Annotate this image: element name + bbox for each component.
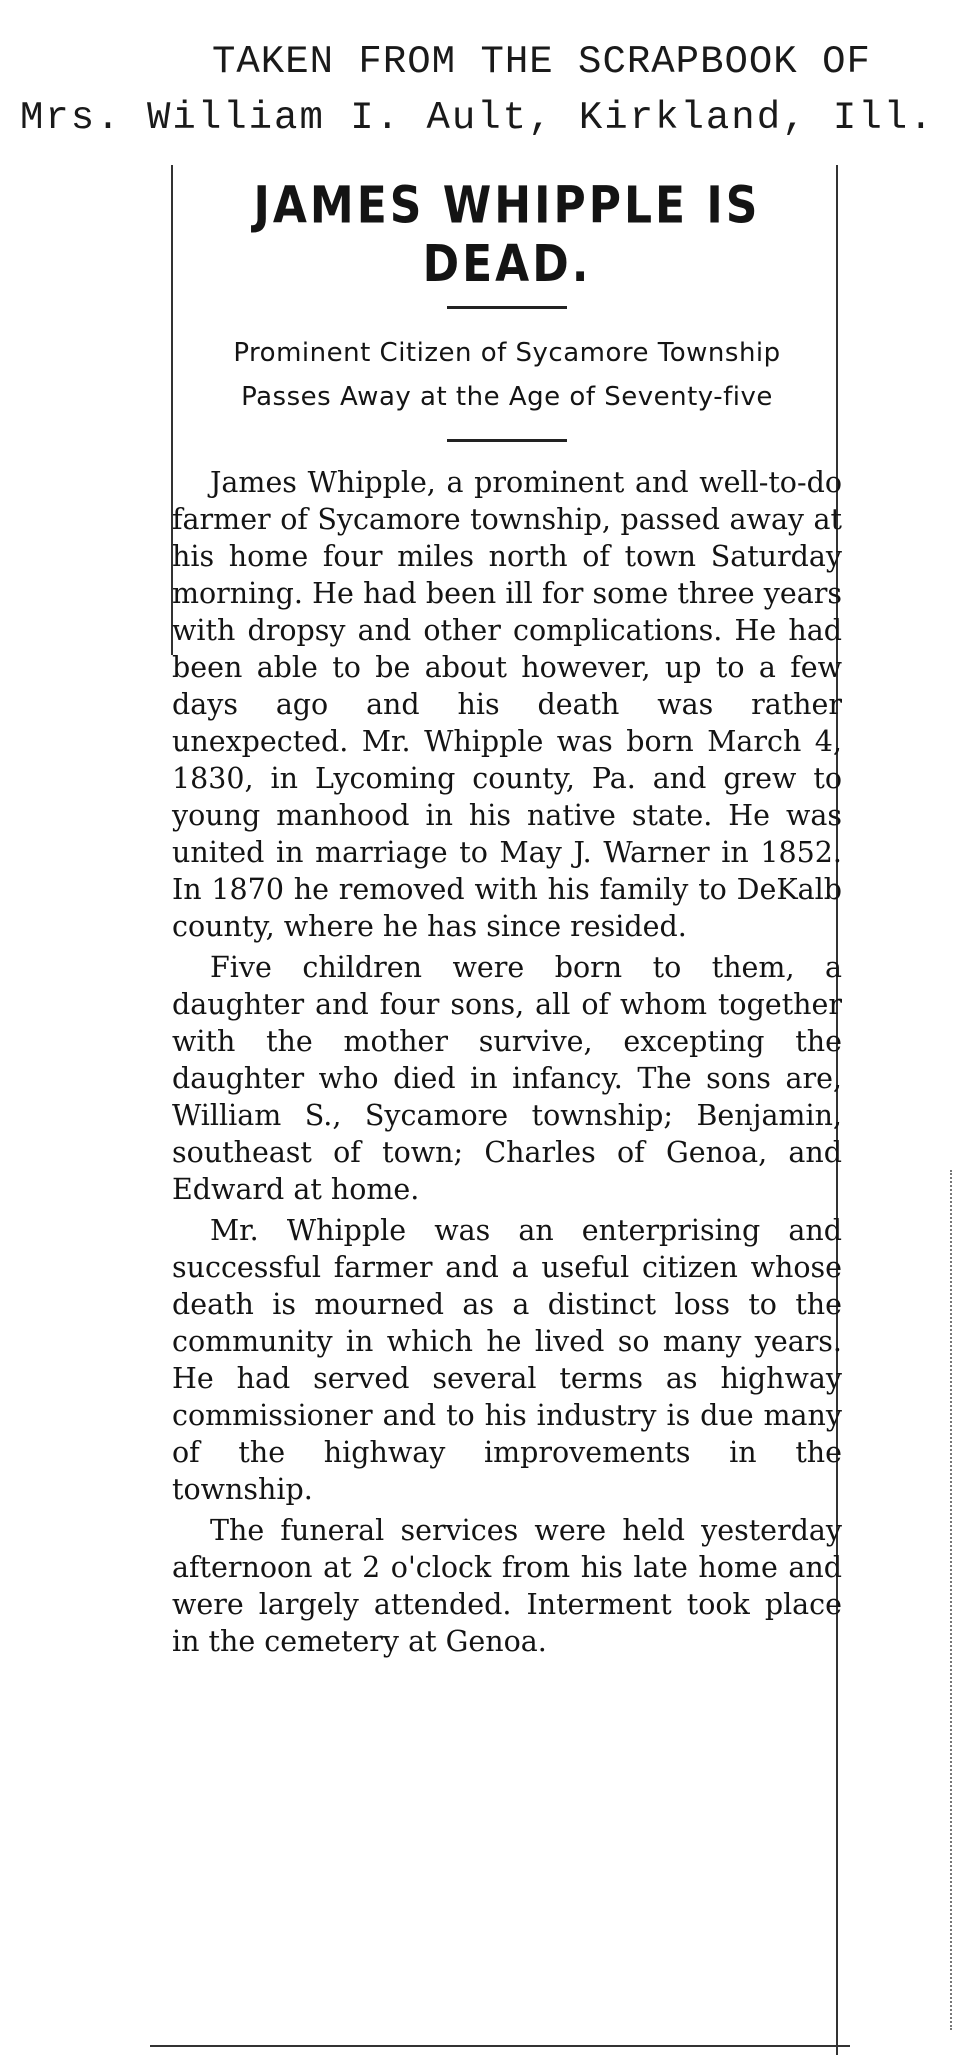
article-headline: JAMES WHIPPLE IS DEAD. <box>253 176 761 294</box>
clipping-bottom-border <box>150 2045 850 2047</box>
subhead-line-1: Prominent Citizen of Sycamore Township <box>233 338 781 368</box>
article-paragraph-4: The funeral services were held yesterday afternoon at 2 o'clock from his late home and were largely attended. Interment took place in the cemetery at Genoa. <box>172 1514 842 1658</box>
scrapbook-header <box>0 34 953 146</box>
headline-divider <box>447 306 567 309</box>
article-paragraph-2: Five children were born to them, a daughter and four sons, all of whom together with the mother survive, excepting the daughter who died in infancy. The sons are, William S., Sycamore township; Benjamin, southeast of town; Charles of Genoa, and Edward at home. <box>172 951 842 1206</box>
article-paragraph-1: James Whipple, a prominent and well-to-do farmer of Sycamore township, passed away at his home four miles north of town Saturday morning. He had been ill for some three years with dropsy and other complications. He had been able to be about however, up to a few days ago and his death was rather unexpected. Mr. Whipple was born March 4, 1830, in Lycoming county, Pa. and grew to young manhood in his native state. He was united in marriage to May J. Warner in 1852. In 1870 he removed with his family to DeKalb county, where he has since resided. <box>172 466 842 943</box>
article-subhead <box>172 331 842 419</box>
newspaper-clipping <box>172 170 842 1664</box>
article-paragraph-3: Mr. Whipple was an enterprising and successful farmer and a useful citizen whose death is mourned as a distinct loss to the community in which he lived so many years. He had served several terms as highway commissioner and to his industry is due many of the highway improvements in the township. <box>172 1214 842 1506</box>
subhead-divider <box>447 439 567 442</box>
header-line-1: TAKEN FROM THE SCRAPBOOK OF <box>212 40 871 84</box>
header-line-2: Mrs. William I. Ault, Kirkland, Ill. <box>20 96 935 140</box>
article-body <box>172 464 842 1660</box>
subhead-line-2: Passes Away at the Age of Seventy-five <box>241 382 773 412</box>
